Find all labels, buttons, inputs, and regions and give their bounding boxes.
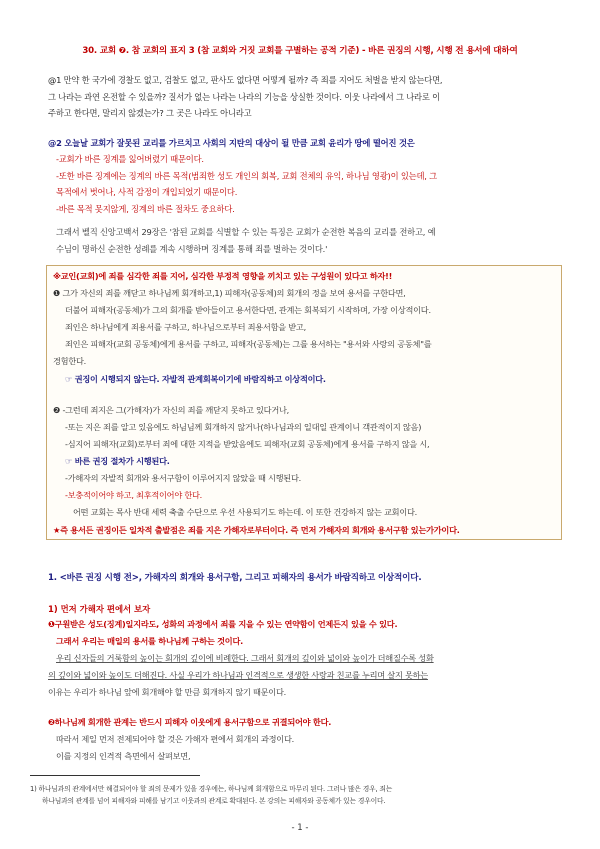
box-p1-line3: 죄인은 하나님에게 죄용서를 구하고, 하나님으로부터 죄용서함을 받고, [65,322,306,332]
intro1-line3: 주하고 한다면, 말리지 않겠는가? 그 곳은 나라도 아니라고 [48,108,252,118]
intro-question-1 [48,72,562,122]
belgic-line2: 수님이 명하신 순전한 성례를 계속 시행하며 징계를 통해 죄를 벌하는 것이다.' [56,243,328,254]
intro2-list [56,151,562,217]
box-p1-line4: 죄인은 피해자(교회 공동체)에게 용서를 구하고, 피해자(공동체)는 그를 용서하는 "용서와 사랑의 공동체"를 [65,339,432,349]
body-line-3: 이유는 우리가 하나님 앞에 회개해야 할 만큼 회개하지 않기 때문이다. [48,687,286,697]
intro2-item-0: -교회가 바른 징계를 잃어버렸기 때문이다. [56,154,204,164]
box-p2-line6: 어떤 교회는 목사 반대 세력 축출 수단으로 우선 사용되기도 하는데. 이 또한 건강하지 않는 교회이다. [73,507,418,517]
box-p1-line5: 경험한다. [53,356,86,366]
footnote-line2: 하나님과의 관계를 넘어 피해자와 피해를 남기고 이웃과의 관계로 확대된다. 본 강의는 피해자와 공동체가 있는 경우이다. [42,797,386,805]
point-1: ❶구원받은 성도(징계)일지라도, 성화의 과정에서 죄를 지을 수 있는 연약함이 언제든지 있을 수 있다. [48,619,398,629]
subsection-heading: 1) 먼저 가해자 편에서 보자 [48,604,151,614]
intro2-item-1: -또한 바른 징계에는 징계의 바른 목적(범죄한 성도 개인의 회복, 교회 전체의 유익, 하나님 영광)이 있는데, 그 [56,170,437,181]
point2-line2: 이를 지정의 인격적 측면에서 살펴보면, [56,751,191,761]
intro2-item-3: -바른 목적 못지않게, 징계의 바른 절차도 중요하다. [56,203,235,214]
belgic-confession-paragraph [56,224,562,257]
case-box [46,265,562,540]
box-p2-line2: -또는 지은 죄를 알고 있음에도 하님님께 회개하지 않거나(하나님과의 일대일 관계이니 객관적이지 않음) [65,422,422,432]
footnote-line1: 1) 하나님과의 관계에서만 해결되어야 할 죄의 문제가 있을 경우에는, 하나님께 회개함으로 마무리 된다. 그러나 많은 경우, 죄는 [30,785,393,793]
point2-line1: 따라서 제일 먼저 전제되어야 할 것은 가해자 편에서 회개의 과정이다. [56,734,294,744]
point-1b: 그래서 우리는 매일의 용서를 하나님께 구하는 것이다. [56,636,243,646]
section-heading: 1. <바른 권징 시행 전>, 가해자의 회개와 용서구함, 그리고 피해자의 용서가 바람직하고 이상적이다. [48,573,422,583]
box-p2-line5: -보충적이어야 하고, 최후적이어야 한다. [65,490,203,500]
box-p2-line1: ❷ -그런데 죄지은 그(가해자)가 자신의 죄를 깨닫지 못하고 있다거나, [53,405,289,415]
box-p1-line2: 더불어 피해자(공동체)가 그의 회개를 받아들이고 용서한다면, 관계는 회복되기 시작하며, 가장 이상적이다. [65,305,431,315]
box-footer: ★즉 용서든 권징이든 일차적 출발점은 죄를 지은 가해자로부터이다. 즉 먼저 가해자의 회개와 용서구함 있는가가이다. [53,525,460,535]
box-p2-line3: -심지어 피해자(교회)로부터 죄에 대한 지적을 받았음에도 피해자(교회 공동체)에게 용서를 구하지 않을 시, [65,439,430,449]
body-line-1: 우리 신자들의 거룩함의 높이는 회개의 깊이에 비례한다. 그래서 회개의 깊이와 넓이와 높이가 더해질수록 성화 [56,653,434,663]
page-title: 30. 교회 ❼. 참 교회의 표지 3 (참 교회와 거짓 교회를 구별하는 공적 기준) - 바른 권징의 시행, 시행 전 용서에 대하여 [82,46,518,56]
body-line-2: 의 깊이와 넓이와 높이도 더해진다. 사실 우리가 하나님과 인격적으로 생생한 사랑과 친교를 누리며 살지 못하는 [48,670,428,680]
box-p1-note: ☞ 권징이 시행되지 않는다. 자발적 관계회복이기에 바람직하고 이상적이다. [65,374,326,384]
intro1-line2: 그 나라는 과연 온전할 수 있을까? 질서가 없는 나라는 나라의 기능을 상실한 것이다. 이웃 나라에서 그 나라로 이 [48,91,440,102]
intro2-item-2: 목적에서 벗어나, 사적 감정이 개입되었기 때문이다. [56,187,238,197]
footnote-divider [30,775,200,776]
box-header: ※교인(교회)에 죄를 심각한 죄를 지어, 심각한 부정적 영향을 끼치고 있는 구성원이 있다고 하자!! [53,271,393,281]
page-number: - 1 - [291,823,309,833]
belgic-line1: 그래서 벨직 신앙고백서 29장은 '참된 교회를 식별할 수 있는 특징은 교회가 순전한 복음의 교리를 전하고, 예 [56,227,436,237]
box-p2-line4: -가해자의 자발적 회개와 용서구함이 이루어지지 않았을 때 시행된다. [65,473,301,483]
box-p1-line1: ❶ 그가 자신의 죄를 깨닫고 하나님께 회개하고,1) 피해자(공동체)의 회개의 정을 보여 용서를 구한다면, [53,288,406,298]
box-p2-note: ☞ 바른 권징 절차가 시행된다. [65,456,170,466]
intro-question-2: @2 오늘날 교회가 잘못된 교리를 가르치고 사회의 지탄의 대상이 될 만큼 교회 윤리가 땅에 떨어진 것은 [48,138,415,148]
intro1-line1: @1 만약 한 국가에 경찰도 없고, 검찰도 없고, 판사도 없다면 어떻게 될까? 즉 죄를 지어도 처벌을 받지 않는다면, [48,75,443,85]
point-2: ❷하나님께 회개한 관계는 반드시 피해자 이웃에게 용서구함으로 귀결되어야 한다. [48,717,332,727]
